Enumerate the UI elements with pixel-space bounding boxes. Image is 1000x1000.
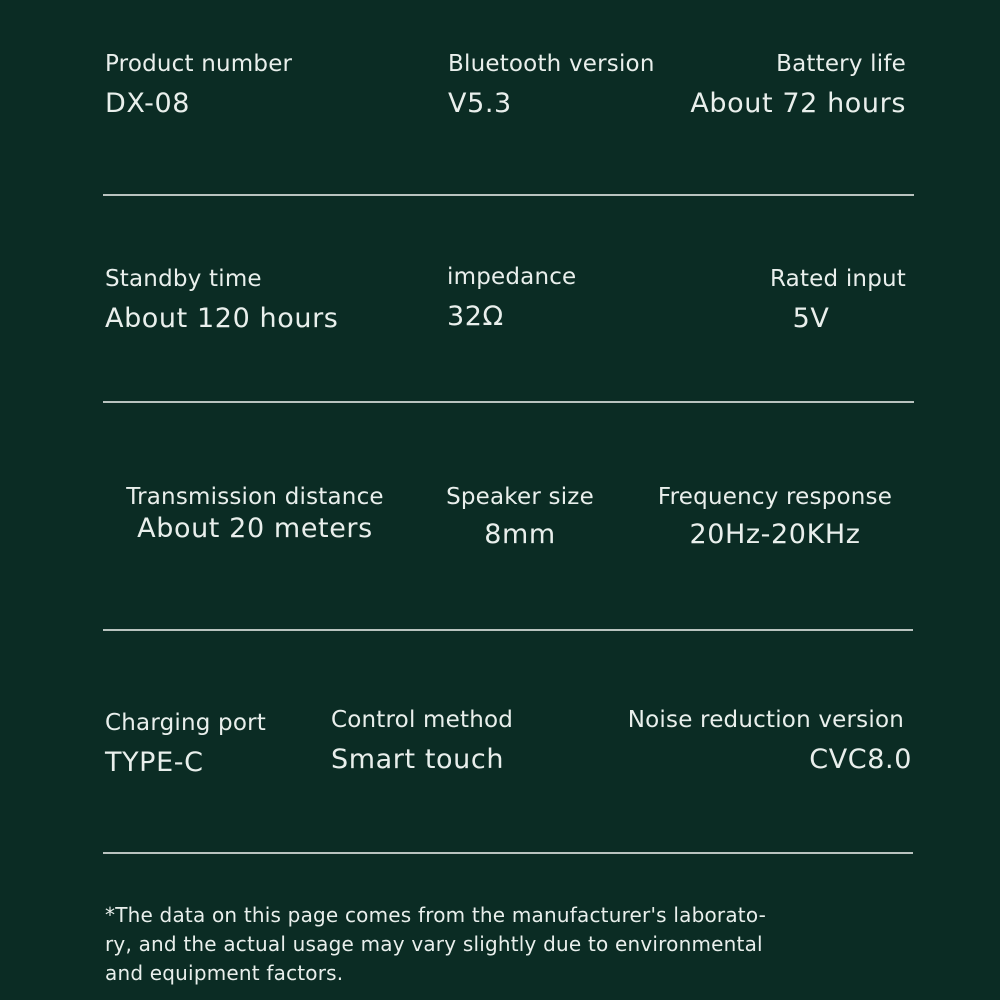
spec-speaker-size: [430, 483, 610, 551]
spec-value: About 120 hours: [105, 303, 339, 334]
spec-value: 5V: [792, 303, 830, 334]
spec-label: Speaker size: [446, 484, 594, 510]
spec-value: DX-08: [105, 88, 191, 119]
spec-value: About 72 hours: [690, 88, 906, 119]
divider: [103, 852, 913, 854]
spec-label: Control method: [331, 707, 514, 733]
spec-label: impedance: [447, 264, 577, 290]
footnote-line: *The data on this page comes from the manufacturer's laborato-: [105, 903, 767, 927]
spec-noise-reduction-version: [628, 706, 912, 776]
spec-frequency-response: [630, 483, 920, 551]
spec-battery-life: [690, 50, 906, 120]
spec-label: Noise reduction version: [627, 707, 904, 733]
spec-standby-time: [105, 265, 338, 335]
spec-value: TYPE-C: [105, 747, 204, 778]
footnote: [105, 901, 905, 988]
spec-product-number: [105, 50, 292, 120]
spec-value: V5.3: [448, 88, 512, 119]
spec-value: About 20 meters: [137, 513, 373, 544]
divider: [103, 629, 913, 631]
spec-value: Smart touch: [331, 744, 505, 775]
spec-value: 20Hz-20KHz: [689, 519, 861, 550]
spec-label: Bluetooth version: [448, 51, 655, 77]
divider: [103, 401, 914, 403]
spec-label: Frequency response: [657, 484, 893, 510]
spec-label: Transmission distance: [126, 484, 384, 510]
spec-rated-input: [716, 265, 906, 335]
spec-control-method: [331, 706, 513, 776]
footnote-line: ry, and the actual usage may vary slightly due to environmental: [105, 932, 763, 956]
spec-value: 8mm: [484, 519, 556, 550]
spec-label: Rated input: [769, 266, 906, 292]
spec-label: Standby time: [105, 266, 262, 292]
spec-label: Charging port: [105, 710, 267, 736]
spec-value: CVC8.0: [809, 744, 912, 775]
divider: [103, 194, 914, 196]
spec-charging-port: [105, 709, 266, 779]
spec-label: Battery life: [776, 51, 906, 77]
spec-transmission-distance: [100, 483, 410, 545]
spec-label: Product number: [105, 51, 293, 77]
spec-value: 32Ω: [447, 301, 504, 332]
spec-bluetooth-version: [448, 50, 655, 120]
spec-impedance: [447, 263, 576, 333]
footnote-line: and equipment factors.: [105, 961, 344, 985]
